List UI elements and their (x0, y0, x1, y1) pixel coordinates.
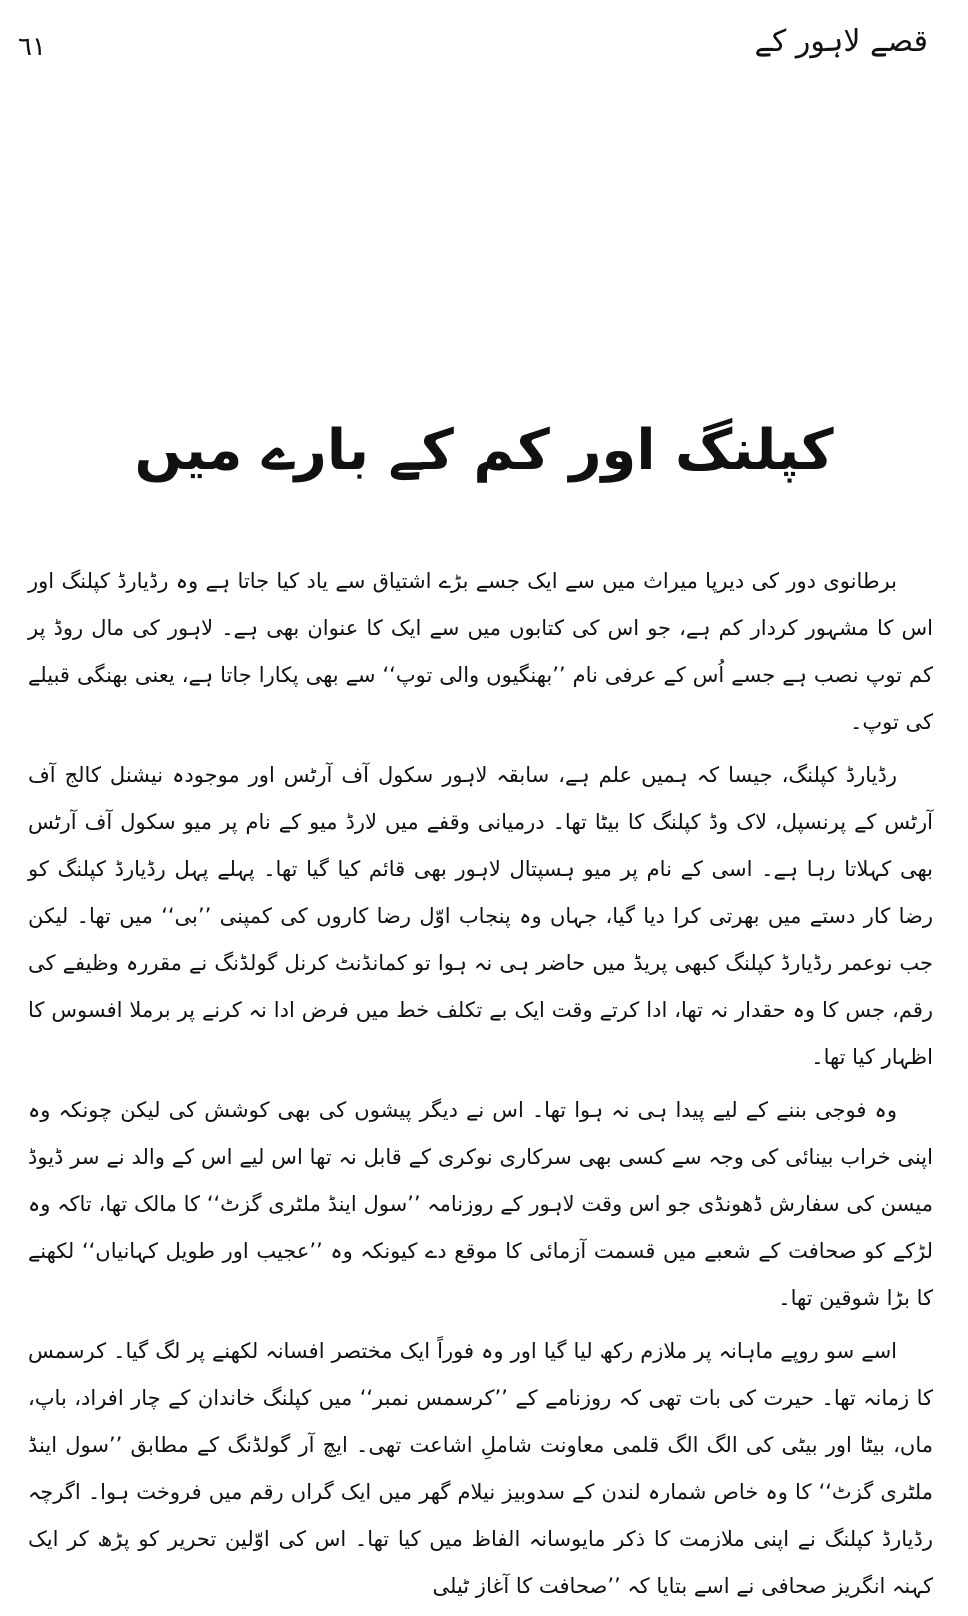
chapter-title: کپلنگ اور کم کے بارے میں (134, 418, 834, 483)
paragraph: اسے سو روپے ماہانہ پر ملازم رکھ لیا گیا اور وہ فوراً ایک مختصر افسانہ لکھنے پر لگ گیا۔ کرسمس کا زمانہ تھا۔ حیرت کی بات تھی کہ روزنامے کے ’’کرسمس نمبر‘‘ میں کپلنگ خاندان کے چار افراد، باپ، ماں، بیٹا اور بیٹی کی الگ الگ قلمی معاونت شاملِ اشاعت تھی۔ ایچ آر گولڈنگ کے مطابق ’’سول اینڈ ملٹری گزٹ‘‘ کا وہ خاص شمارہ لندن کے سدوبیز نیلام گھر میں ایک گراں رقم میں فروخت ہوا۔ اگرچہ رڈیارڈ کپلنگ نے اپنی ملازمت کا ذکر مایوسانہ الفاظ میں کیا تھا۔ اس کی اوّلین تحریر کو پڑھ کر ایک کہنہ انگریز صحافی نے اسے بتایا کہ ’’صحافت کا آغاز ٹیلی (28, 1339, 933, 1598)
running-header: قصے لاہور کے (754, 24, 928, 59)
paragraph: رڈیارڈ کپلنگ، جیسا کہ ہمیں علم ہے، سابقہ لاہور سکول آف آرٹس اور موجودہ نیشنل کالج آف آرٹس کے پرنسپل، لاک وڈ کپلنگ کا بیٹا تھا۔ درمیانی وقفے میں لارڈ میو کے نام پر میو سکول آف آرٹس بھی کہلاتا رہا ہے۔ اسی کے نام پر میو ہسپتال لاہور بھی قائم کیا گیا تھا۔ پہلے پہل رڈیارڈ کپلنگ کو رضا کار دستے میں بھرتی کرا دیا گیا، جہاں وہ پنجاب اوّل رضا کاروں کی کمپنی ’’بی‘‘ میں تھا۔ لیکن جب نوعمر رڈیارڈ کپلنگ کبھی پریڈ میں حاضر ہی نہ ہوا تو کمانڈنٹ کرنل گولڈنگ نے مقررہ وظیفے کی رقم، جس کا وہ حقدار نہ تھا، ادا کرتے وقت ایک بے تکلف خط میں فرض ادا نہ کرنے پر برملا افسوس کا اظہار کیا تھا۔ (28, 763, 933, 1069)
body-text (28, 558, 933, 1616)
page-number: ٦١ (18, 32, 46, 62)
paragraph: برطانوی دور کی دیرپا میراث میں سے ایک جسے بڑے اشتیاق سے یاد کیا جاتا ہے وہ رڈیارڈ کپلنگ اور اس کا مشہور کردار کم ہے، جو اس کی کتابوں میں سے ایک کا عنوان بھی ہے۔ لاہور کی مال روڈ پر کم توپ نصب ہے جسے اُس کے عرفی نام ’’بھنگیوں والی توپ‘‘ سے بھی پکارا جاتا ہے، یعنی بھنگی قبیلے کی توپ۔ (28, 569, 933, 734)
paragraph: وہ فوجی بننے کے لیے پیدا ہی نہ ہوا تھا۔ اس نے دیگر پیشوں کی بھی کوشش کی لیکن چونکہ وہ اپنی خراب بینائی کی وجہ سے کسی بھی سرکاری نوکری کے قابل نہ تھا اس لیے اس کے والد نے سر ڈیوڈ میسن کی سفارش ڈھونڈی جو اس وقت لاہور کے روزنامہ ’’سول اینڈ ملٹری گزٹ‘‘ کا مالک تھا، تاکہ وہ لڑکے کو صحافت کے شعبے میں قسمت آزمائی کا موقع دے کیونکہ وہ ’’عجیب اور طویل کہانیاں‘‘ لکھنے کا بڑا شوقین تھا۔ (28, 1098, 933, 1310)
